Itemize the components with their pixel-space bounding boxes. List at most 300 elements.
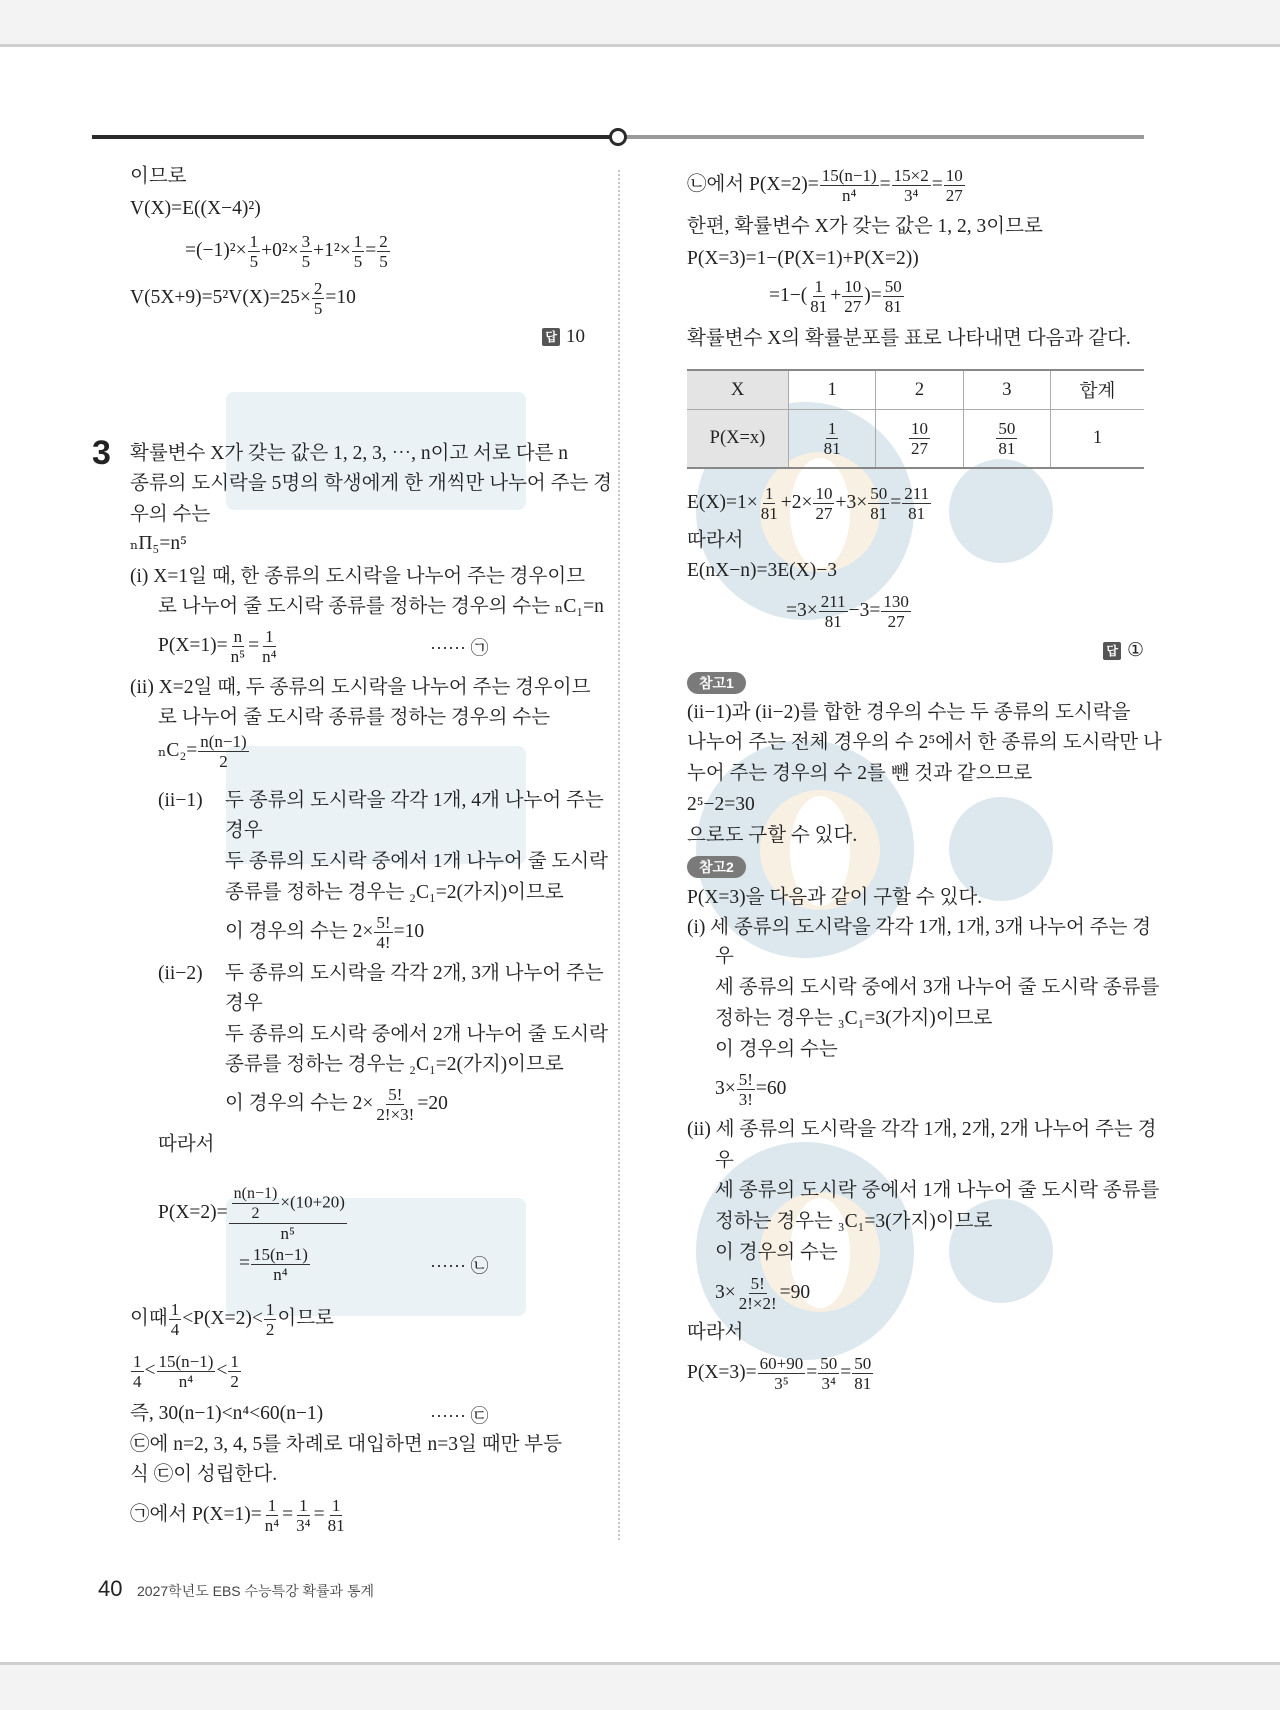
fraction [759, 484, 780, 523]
fraction [374, 1085, 416, 1124]
math-text: 이므로 [130, 166, 187, 187]
numerator: 10 [910, 419, 928, 438]
text-line [715, 1069, 787, 1109]
text-line [687, 912, 1151, 944]
text-line [130, 672, 590, 704]
math-text: ㉠에서 P(X=1)= [130, 1504, 262, 1525]
fraction [808, 277, 829, 316]
math-text: (ii−1) [158, 790, 203, 811]
table-header-cell: 3 [963, 370, 1050, 410]
text-line [130, 528, 187, 560]
fraction [822, 419, 843, 458]
book-title: 2027학년도 EBS 수능특강 확률과 통계 [137, 1583, 375, 1599]
denominator: 3⁴ [821, 1373, 836, 1393]
denominator: n⁴ [178, 1371, 194, 1391]
math-text: 종류를 정하는 경우는 ₂C₁=2(가지)이므로 [225, 882, 564, 903]
fraction [944, 166, 965, 205]
text-line [225, 1084, 448, 1124]
fraction [902, 484, 931, 523]
math-text: +2× [780, 492, 813, 513]
fraction [881, 592, 911, 631]
math-text: =3× [786, 600, 818, 621]
numerator: 1 [827, 419, 837, 438]
math-text: 두 종류의 도시락 중에서 1개 나누어 줄 도시락 [225, 851, 608, 872]
denominator: 5 [353, 251, 363, 271]
numerator: 5! [750, 1273, 765, 1293]
numerator: 1 [267, 1495, 277, 1515]
text-line [158, 626, 280, 666]
table-cell [963, 410, 1050, 469]
math-text: 이 경우의 수는 2× [225, 921, 374, 942]
math-text: +0²× [261, 240, 299, 261]
math-text: 두 종류의 도시락 중에서 2개 나누어 줄 도시락 [225, 1024, 608, 1045]
math-text: (ii−1)과 (ii−2)를 합한 경우의 수는 두 종류의 도시락을 [687, 702, 1131, 723]
text-line [130, 1495, 348, 1535]
math-text: P(X=3)= [687, 1362, 757, 1383]
math-text: 정하는 경우는 ₃C₁=3(가지)이므로 [715, 1211, 993, 1232]
denominator: 4 [170, 1319, 180, 1339]
text-line [687, 882, 982, 914]
math-text: = [282, 1504, 294, 1525]
text-line [687, 820, 857, 852]
math-text: <P(X=2)< [182, 1308, 263, 1329]
numerator: 50 [884, 276, 902, 296]
equation-reference: ······ ㉠ [430, 638, 489, 658]
fraction [264, 1300, 277, 1339]
equation-reference: ······ ㉡ [430, 1256, 489, 1276]
denominator: 81 [908, 503, 926, 523]
equation-reference: ······ ㉢ [430, 1406, 489, 1426]
fraction [157, 1352, 216, 1391]
math-text: 경우 [225, 820, 263, 841]
numerator: 15(n−1) [821, 165, 877, 185]
denominator: 5 [313, 298, 323, 318]
header-rule [92, 135, 618, 139]
denominator: n⁴ [264, 1515, 280, 1535]
math-text: 세 종류의 도시락 중에서 1개 나누어 줄 도시락 종류를 [715, 1180, 1160, 1201]
math-text: 3× [715, 1282, 736, 1303]
note-badge-2: 참고2 [687, 856, 746, 878]
math-text: 우 [715, 1150, 734, 1171]
answer-icon: 답 [542, 328, 560, 346]
text-line [185, 231, 391, 271]
numerator: 50 [854, 1353, 872, 1373]
math-text: 우의 수는 [130, 504, 211, 525]
numerator [229, 1184, 347, 1224]
note-badge-1: 참고1 [687, 672, 746, 694]
math-text: (ii) 세 종류의 도시락을 각각 1개, 2개, 2개 나누어 주는 경 [687, 1119, 1157, 1140]
math-text: V(X)=E((X−4)²) [130, 198, 261, 219]
text-line [239, 1244, 311, 1284]
fraction [229, 627, 247, 666]
math-text: = [365, 240, 377, 261]
math-text: 따라서 [687, 1322, 744, 1343]
numerator: n [233, 626, 243, 646]
text-line [687, 211, 1043, 243]
numerator: 1 [764, 483, 774, 503]
math-text: =90 [779, 1282, 811, 1303]
math-text: 종류의 도시락을 5명의 학생에게 한 개씩만 나누어 주는 경 [130, 473, 613, 494]
fraction [352, 232, 365, 271]
denominator: 4 [133, 1371, 142, 1391]
denominator: 4! [376, 932, 391, 952]
math-text: 3× [715, 1078, 736, 1099]
text-line [158, 785, 203, 817]
text-line [687, 483, 932, 523]
denominator: 27 [815, 503, 833, 523]
math-text: 확률변수 X의 확률분포를 표로 나타내면 다음과 같다. [687, 328, 1131, 349]
denominator: 5 [301, 251, 311, 271]
math-text: V(5X+9)=5²V(X)=25× [130, 287, 311, 308]
denominator: 27 [945, 185, 963, 205]
text-line [715, 1175, 1159, 1207]
text-line [130, 1429, 562, 1461]
denominator: 5 [249, 251, 259, 271]
fraction [248, 232, 261, 271]
numerator: 1 [265, 626, 274, 646]
denominator: 81 [823, 439, 841, 458]
table-header-cell: 합계 [1051, 370, 1145, 410]
numerator: 5! [388, 1084, 403, 1104]
math-text: +3× [835, 492, 868, 513]
math-text: (ii−2) [158, 963, 203, 984]
math-text: 이 경우의 수는 [715, 1039, 838, 1060]
text-line [225, 1019, 608, 1051]
text-line [130, 438, 568, 470]
denominator: 27 [844, 296, 862, 316]
text-line [687, 243, 919, 275]
math-text: 2⁵−2=30 [687, 794, 755, 815]
fraction [326, 1496, 347, 1535]
denominator: 81 [884, 296, 902, 316]
numerator: 1 [353, 231, 363, 251]
numerator: 60+90 [759, 1353, 804, 1373]
text-line [225, 958, 604, 990]
answer-mark [542, 326, 585, 348]
math-text: P(X=2)= [158, 1202, 228, 1223]
text-line [687, 1353, 874, 1393]
math-text: ㉢에 n=2, 3, 4, 5를 차례로 대입하면 n=3일 때만 부등 [130, 1434, 562, 1455]
math-text: =10 [393, 921, 425, 942]
text-line [715, 1034, 838, 1066]
denominator: n⁵ [230, 646, 246, 666]
text-line [158, 702, 550, 734]
text-line [715, 972, 1159, 1004]
answer-mark [1103, 639, 1144, 662]
denominator: 27 [887, 611, 905, 631]
math-text: P(X=1)= [158, 635, 228, 656]
table-header-cell: X [687, 370, 789, 410]
text-line [225, 912, 425, 952]
numerator: 10 [844, 276, 862, 296]
text-line [130, 278, 356, 318]
text-line [715, 941, 734, 973]
math-text: =60 [755, 1078, 787, 1099]
numerator: 2 [313, 278, 323, 298]
text-line [130, 193, 261, 225]
math-text: < [144, 1360, 156, 1381]
numerator: 130 [883, 591, 909, 611]
text-line [158, 1129, 215, 1161]
fraction [260, 627, 278, 666]
fraction [883, 277, 904, 316]
answer-value: 10 [566, 326, 585, 347]
fraction [758, 1354, 806, 1393]
numerator: 1 [299, 1495, 308, 1515]
numerator: 15×2 [893, 165, 929, 185]
fraction [852, 1354, 873, 1393]
viewer-bottom-band [0, 1662, 1280, 1710]
denominator: 3⁵ [774, 1373, 789, 1393]
denominator: n⁴ [262, 646, 277, 666]
fraction [737, 1070, 755, 1109]
fraction [294, 1496, 312, 1535]
fraction [251, 1245, 310, 1284]
fraction [263, 1496, 281, 1535]
math-text: 두 종류의 도시락을 각각 2개, 3개 나누어 주는 [225, 963, 604, 984]
numerator: n(n−1) [200, 731, 247, 751]
denominator: 2!×3! [376, 1104, 415, 1124]
math-text: −3= [848, 600, 881, 621]
fraction [169, 1300, 182, 1339]
denominator: 81 [998, 439, 1016, 458]
probability-distribution-table [687, 369, 1144, 469]
viewer-top-band [0, 0, 1280, 47]
table-cell-total: 1 [1051, 410, 1145, 469]
math-text: 두 종류의 도시락을 각각 1개, 4개 나누어 주는 [225, 790, 604, 811]
text-line [130, 1299, 334, 1339]
table-row [687, 410, 1144, 469]
denominator: 81 [824, 611, 842, 631]
text-line [130, 1398, 323, 1430]
table-cell [789, 410, 876, 469]
math-text: =(−1)²× [185, 240, 247, 261]
math-text: 로 나누어 줄 도시락 종류를 정하는 경우의 수는 ₙC₁=n [158, 596, 604, 617]
math-text: +1²× [313, 240, 351, 261]
math-text: =10 [325, 287, 356, 308]
denominator: 2 [265, 1319, 275, 1339]
numerator: 50 [998, 419, 1016, 438]
text-line [225, 877, 564, 909]
denominator: 2 [251, 1204, 260, 1222]
text-line [687, 323, 1131, 355]
fraction [232, 1184, 280, 1223]
fraction [229, 1184, 347, 1243]
math-text: < [216, 1360, 228, 1381]
denominator: 2 [219, 751, 228, 771]
fraction [198, 732, 248, 771]
math-text: + [830, 285, 842, 306]
fraction [300, 232, 313, 271]
text-line [687, 165, 966, 205]
text-line [130, 1351, 242, 1391]
header-rule-marker [609, 128, 627, 146]
math-text: = [313, 1504, 325, 1525]
watermark-circle [949, 459, 1053, 563]
header-rule [618, 135, 1144, 139]
math-text: 우 [715, 946, 734, 967]
text-line [687, 697, 1131, 729]
fraction [842, 277, 863, 316]
denominator: 3⁴ [296, 1515, 311, 1535]
numerator: 1 [230, 1351, 239, 1371]
math-text: (i) X=1일 때, 한 종류의 도시락을 나누어 주는 경우이므 [130, 566, 586, 587]
denominator: 5 [379, 251, 388, 271]
numerator: 1 [170, 1299, 180, 1319]
denominator: 2 [230, 1371, 239, 1391]
text-line [715, 1273, 811, 1313]
text-line [715, 1003, 992, 1035]
math-text: = [931, 174, 943, 195]
text-line [130, 468, 612, 500]
text-line [158, 591, 604, 623]
denominator: 81 [870, 503, 888, 523]
numerator: 1 [265, 1299, 275, 1319]
math-text: (ii) X=2일 때, 두 종류의 도시락을 나누어 주는 경우이므 [130, 677, 591, 698]
denominator: 81 [810, 296, 828, 316]
fraction [868, 484, 889, 523]
numerator: 211 [904, 483, 930, 503]
math-text: = [806, 1362, 818, 1383]
fraction [996, 419, 1017, 458]
math-text: 종류를 정하는 경우는 ₂C₁=2(가지)이므로 [225, 1054, 564, 1075]
math-text: E(X)=1× [687, 492, 758, 513]
fraction [819, 592, 848, 631]
numerator: 10 [945, 165, 963, 185]
denominator: n⁵ [280, 1223, 295, 1243]
math-text: 확률변수 X가 갖는 값은 1, 2, 3, ⋯, n이고 서로 다른 n [130, 443, 569, 464]
math-text: 식 ㉢이 성립한다. [130, 1464, 278, 1485]
numerator: 1 [814, 276, 823, 296]
math-text: 이므로 [277, 1308, 334, 1329]
math-text: = [879, 174, 891, 195]
math-text: 이때 [130, 1308, 168, 1329]
math-text: =1−( [769, 285, 808, 306]
math-text: P(X=3)을 다음과 같이 구할 수 있다. [687, 887, 983, 908]
numerator: 3 [301, 231, 311, 251]
math-text: (i) 세 종류의 도시락을 각각 1개, 1개, 3개 나누어 주는 경 [687, 917, 1152, 938]
answer-icon: 답 [1103, 642, 1121, 660]
table-header-cell: 2 [876, 370, 963, 410]
fraction [892, 166, 931, 205]
text-line [687, 1114, 1156, 1146]
math-text: 한편, 확률변수 X가 갖는 값은 1, 2, 3이므로 [687, 216, 1043, 237]
table-header-cell: 1 [789, 370, 876, 410]
numerator: 50 [820, 1353, 838, 1373]
denominator: n⁴ [273, 1264, 288, 1284]
denominator: 3⁴ [903, 185, 919, 205]
page-number: 40 [98, 1576, 123, 1601]
fraction [374, 913, 392, 952]
numerator: 10 [815, 483, 833, 503]
text-line [225, 815, 263, 847]
math-text: 누어 주는 경우의 수 2를 뺀 것과 같으므로 [687, 763, 1033, 784]
denominator: 3! [738, 1089, 753, 1109]
text-line [225, 988, 263, 1020]
text-line [158, 958, 203, 990]
math-text: P(X=3)=1−(P(X=1)+P(X=2)) [687, 248, 919, 269]
text-line [225, 785, 604, 817]
text-line [715, 1237, 838, 1269]
math-text: 정하는 경우는 ₃C₁=3(가지)이므로 [715, 1008, 993, 1029]
numerator: 15(n−1) [253, 1244, 308, 1264]
text-line [715, 1145, 734, 1177]
fraction [131, 1352, 144, 1391]
math-text: 즉, 30(n−1)<n⁴<60(n−1) [130, 1403, 324, 1424]
numerator: 2 [379, 231, 388, 251]
text-line [225, 1049, 564, 1081]
numerator: 5! [376, 912, 391, 932]
table-row-label: P(X=x) [687, 410, 789, 469]
fraction [818, 1354, 839, 1393]
table-header-row [687, 370, 1144, 410]
math-text: 이 경우의 수는 2× [225, 1093, 374, 1114]
numerator: 5! [738, 1069, 753, 1089]
table-cell [876, 410, 963, 469]
fraction [377, 232, 390, 271]
numerator: 211 [820, 591, 846, 611]
text-line [687, 1317, 744, 1349]
fraction [820, 166, 879, 205]
math-text: E(nX−n)=3E(X)−3 [687, 560, 837, 581]
numerator: n(n−1) [233, 1184, 278, 1202]
text-line [130, 1459, 277, 1491]
denominator: 81 [760, 503, 778, 523]
math-text: = [840, 1362, 852, 1383]
math-text: ₙΠ₅=n⁵ [130, 533, 187, 554]
math-text: ㉡에서 P(X=2)= [687, 174, 819, 195]
text-line [158, 1184, 348, 1243]
math-text: 따라서 [687, 530, 744, 551]
text-line [225, 846, 608, 878]
denominator: 2!×2! [738, 1293, 777, 1313]
text-line [687, 727, 1162, 759]
text-line [687, 758, 1032, 790]
text-line [687, 525, 744, 557]
text-line [786, 591, 912, 631]
denominator: 27 [910, 439, 928, 458]
text-line [687, 555, 837, 587]
text-line [130, 561, 585, 593]
text-line [715, 1206, 992, 1238]
denominator: 81 [854, 1373, 872, 1393]
math-text: =20 [417, 1093, 448, 1114]
math-text: 이 경우의 수는 [715, 1242, 838, 1263]
math-text: 따라서 [158, 1134, 215, 1155]
math-text: = [239, 1253, 250, 1274]
denominator: n⁴ [841, 185, 857, 205]
numerator: 15(n−1) [158, 1351, 214, 1371]
text-line [130, 161, 187, 193]
math-text: = [248, 635, 260, 656]
math-text: = [890, 492, 902, 513]
numerator: 1 [249, 231, 259, 251]
fraction [813, 484, 834, 523]
fraction [312, 279, 325, 318]
text-line [687, 789, 755, 821]
fraction [909, 419, 930, 458]
text-line [769, 276, 905, 316]
fraction [228, 1352, 241, 1391]
math-text: ×(10+20) [280, 1191, 345, 1211]
numerator: 1 [133, 1351, 142, 1371]
math-text: )= [864, 285, 882, 306]
answer-value: ① [1126, 640, 1144, 661]
numerator: 50 [870, 483, 888, 503]
problem-number: 3 [92, 434, 111, 472]
math-text: 로 나누어 줄 도시락 종류를 정하는 경우의 수는 [158, 707, 551, 728]
fraction [737, 1274, 779, 1313]
